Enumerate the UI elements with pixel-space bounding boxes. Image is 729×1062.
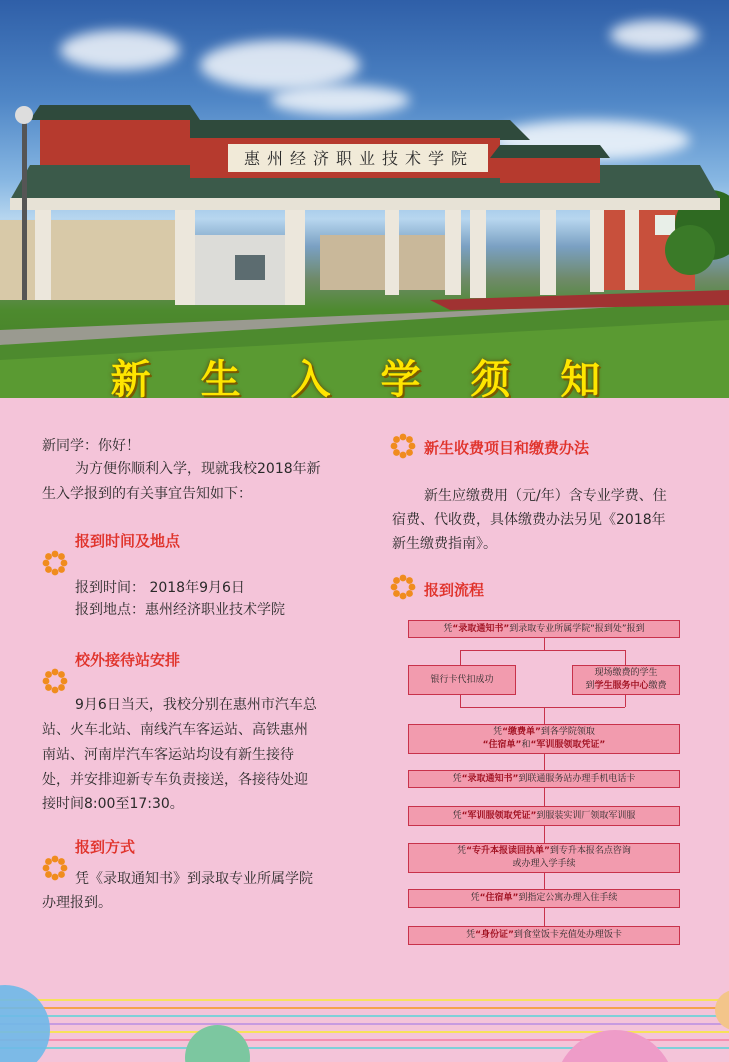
step-keyword: “录取通知书” (452, 623, 510, 634)
flow-step-dorm (408, 889, 680, 908)
flow-connector (460, 695, 461, 707)
step-text: 银行卡代扣成功 (430, 674, 494, 685)
section-heading-method: 报到方式 (75, 838, 136, 856)
flow-connector (460, 707, 625, 708)
intro-line: 为方便你顺利入学，现就我校2018年新 (75, 461, 321, 477)
section-heading-fees: 新生收费项目和缴费办法 (424, 439, 590, 457)
flow-connector (460, 650, 461, 665)
step-mid: 和 (521, 740, 531, 750)
step-post: 到指定公寓办理入住手续 (518, 893, 618, 903)
step-post: 到各学院领取 (540, 727, 595, 737)
step-keyword: “住宿单” (479, 893, 519, 903)
footer-decoration (0, 985, 729, 1062)
page-title: 新 生 入 学 须 知 (110, 357, 619, 398)
flow-step-meal-card (408, 926, 680, 945)
step-pre: 凭 (452, 810, 462, 821)
flow-connector (544, 826, 545, 843)
step-keyword: “缴费单” (502, 727, 541, 737)
step-pre: 凭 (466, 930, 476, 940)
flow-connector (460, 650, 625, 651)
step-text: 现场缴费的学生 (594, 668, 658, 678)
step-post: 到专升本报名点咨询 (549, 846, 631, 856)
step-pre: 凭 (457, 846, 467, 856)
step-text: 或办理入学手续 (512, 859, 576, 869)
section-heading-flow: 报到流程 (424, 581, 485, 599)
step-keyword: “住宿单” (482, 740, 522, 750)
fee-line: 新生应缴费用（元/年）含专业学费、住 (424, 488, 667, 504)
flower-icon (42, 550, 68, 576)
flow-step-upgrade (408, 843, 680, 873)
step-pre: 凭 (443, 623, 453, 634)
flow-connector (544, 873, 545, 889)
flow-connector (625, 650, 626, 665)
flower-icon (390, 574, 416, 600)
step-keyword: “录取通知书” (461, 773, 519, 784)
flow-connector (544, 788, 545, 806)
flower-icon (390, 433, 416, 459)
step-keyword: “军训服领取凭证” (530, 740, 606, 750)
stripe (0, 999, 729, 1001)
section-heading-time-place: 报到时间及地点 (75, 532, 181, 550)
reception-line: 处，并安排迎新专车负责接送，各接待处迎 (42, 772, 308, 788)
stripe (0, 1023, 729, 1025)
step-pre: 凭 (493, 727, 503, 737)
stripe (0, 1007, 729, 1009)
step-post: 到服装实训厂领取军训服 (536, 810, 636, 821)
step-pre: 到 (585, 681, 595, 691)
flow-step-report (408, 620, 680, 638)
step-pre: 凭 (452, 773, 462, 784)
flow-step-fee-slip (408, 724, 680, 754)
step-pre: 凭 (470, 893, 480, 903)
flower-icon (42, 855, 68, 881)
flow-step-bank (408, 665, 516, 695)
flow-connector (625, 695, 626, 707)
school-gate-illustration (0, 0, 729, 398)
step-keyword: 学生服务中心 (594, 681, 649, 691)
stripe (0, 1015, 729, 1017)
flow-step-uniform (408, 806, 680, 826)
method-line: 办理报到。 (42, 895, 112, 911)
intro-line: 生入学报到的有关事宜告知如下： (42, 486, 252, 502)
flow-step-phone-card (408, 770, 680, 788)
decor-circle (555, 1030, 675, 1062)
step-post: 到食堂饭卡充值处办理饭卡 (513, 930, 622, 940)
reception-line: 接时间8:00至17:30。 (42, 796, 184, 812)
step-keyword: “军训服领取凭证” (461, 810, 537, 821)
report-time: 报到时间： 2018年9月6日 (75, 580, 245, 596)
hero-photo (0, 0, 729, 398)
report-place: 报到地点：惠州经济职业技术学院 (75, 602, 285, 618)
method-line: 凭《录取通知书》到录取专业所属学院 (75, 871, 313, 887)
step-post: 到录取专业所属学院“报到处”报到 (509, 623, 645, 634)
step-post: 到联通服务站办理手机电话卡 (518, 773, 636, 784)
school-sign: 惠州经济职业技术学院 (243, 149, 474, 168)
reception-line: 9月6日当天，我校分别在惠州市汽车总 (75, 697, 317, 713)
greeting: 新同学：你好！ (42, 438, 140, 454)
step-post: 缴费 (648, 681, 667, 691)
fee-line: 新生缴费指南》。 (392, 536, 497, 552)
step-keyword: “身份证” (475, 930, 514, 940)
flower-icon (42, 668, 68, 694)
flow-connector (544, 908, 545, 926)
reception-line: 站、火车北站、南线汽车客运站、高铁惠州 (42, 722, 308, 738)
fee-line: 宿费、代收费，具体缴费办法另见《2018年 (392, 512, 666, 528)
decor-circle (0, 985, 50, 1062)
section-heading-reception: 校外接待站安排 (75, 651, 181, 669)
flow-connector (544, 707, 545, 724)
reception-line: 南站、河南岸汽车客运站均设有新生接待 (42, 747, 294, 763)
flow-connector (544, 638, 545, 650)
flow-step-cash (572, 665, 680, 695)
step-keyword: “专升本报读回执单” (466, 846, 550, 856)
flow-connector (544, 754, 545, 770)
